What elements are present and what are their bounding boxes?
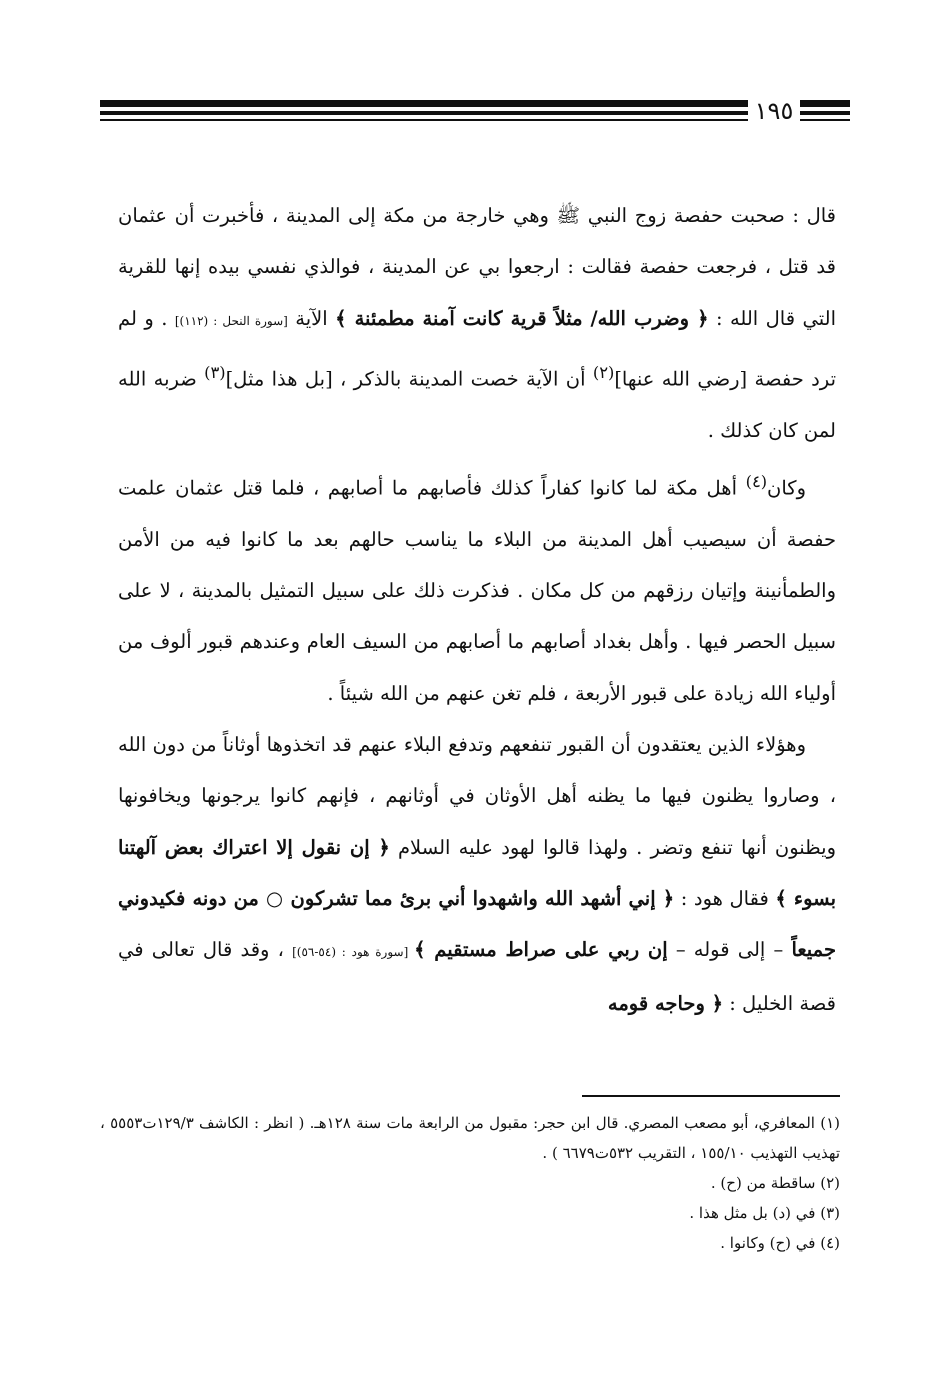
footnote-2: (٢) ساقطة من (ح) . bbox=[710, 1174, 840, 1192]
footnote-3: (٣) في (د) بل مثل هذا . bbox=[689, 1204, 840, 1222]
paragraph-1: قال : صحبت حفصة زوج النبي ﷺ وهي خارجة من مكة إلى المدينة ، فأخبرت أن عثمان قد قتل ، فرجعت حفصة فقالت : ارجعوا بي عن المدينة ، فوالذي نفسي بيده إنها للقرية التي قال الله : ﴿ وضرب الله/ مثلاً قرية كانت آمنة مطمئنة ﴾ الآية [سورة النحل : (١١٢)] . و لم ترد حفصة [رضي الله عنها]$^{(٢)}$ أن الآية خصت المدينة بالذكر ، [بل هذا مثل]$^{(٣)}$ ضربه الله لمن كان كذلك . bbox=[118, 204, 836, 442]
paragraph-2: وكان$^{(٤)}$ أهل مكة لما كانوا كفاراً كذلك فأصابهم ما أصابهم ، فلما قتل عثمان علمت حفصة أن سيصيب أهل المدينة من البلاء ما يناسب حالهم بعد ما كانوا فيه من الأمن والطمأنينة وإتيان رزقهم من كل مكان . فذكرت ذلك على سبيل التمثيل بالمدينة ، لا على سبيل الحصر فيها . وأهل بغداد أصابهم ما أصابهم من السيف العام وعندهم قبور ألوف من أولياء الله زيادة على قبور الأربعة ، فلم تغن عنهم من الله شيئاً . bbox=[118, 471, 836, 705]
footnote-separator bbox=[582, 1095, 840, 1097]
page-number: ١٩٥ bbox=[754, 97, 794, 125]
surah-citation: [سورة هود : (٥٤-٥٦)] bbox=[292, 945, 415, 960]
header-rule bbox=[800, 119, 850, 121]
footnote-ref: (٣) bbox=[204, 362, 226, 382]
header-rule bbox=[800, 100, 850, 107]
footnotes bbox=[100, 1108, 840, 1258]
header-rule bbox=[800, 111, 850, 115]
quran-quote: إن ربي على صراط مستقيم ﴾ bbox=[414, 938, 668, 962]
header-rule bbox=[100, 119, 748, 121]
page-header bbox=[100, 96, 850, 128]
surah-citation: [سورة النحل : (١١٢)] bbox=[174, 313, 288, 328]
header-rule bbox=[100, 111, 748, 115]
footnote-ref: (٤) bbox=[745, 471, 768, 491]
footnote-ref: (٢) bbox=[592, 362, 615, 382]
header-rule bbox=[100, 100, 748, 107]
quran-quote: ﴿ إن نقول إلا اعتراك بعض آلهتنا بسوء ﴾ bbox=[118, 835, 836, 910]
quran-quote: ﴿ وضرب الله/ مثلاً قرية كانت آمنة مطمئنة ﴾ bbox=[335, 306, 709, 330]
footnote-1: (١) المعافري، أبو مصعب المصري. قال ابن حجر: مقبول من الرابعة مات سنة ١٢٨هـ. ( انظر : الكاشف ١٢٩/٣ت٥٥٥٣ ، تهذيب التهذيب ١٥٥/١٠ ، التقريب ٥٣٢ت٦٦٧٩ ) . bbox=[100, 1114, 840, 1162]
quran-quote: ﴿ إني أشهد الله واشهدوا أني برئ مما تشركون ○ من دونه فكيدوني جميعاً bbox=[118, 886, 836, 962]
paragraph-3: وهؤلاء الذين يعتقدون أن القبور تنفعهم وتدفع البلاء عنهم قد اتخذوها أوثاناً من دون الله ، وصاروا يظنون فيها ما يظنه أهل الأوثان في أوثانهم ، فإنهم كانوا يرجونها ويخافونها ويظنون أنها تنفع وتضر . ولهذا قالوا لهود عليه السلام ﴿ إن نقول إلا اعتراك بعض آلهتنا بسوء ﴾ فقال هود : ﴿ إني أشهد الله واشهدوا أني برئ مما تشركون ○ من دونه فكيدوني جميعاً – إلى قوله – إن ربي على صراط مستقيم ﴾ [سورة هود : (٥٤-٥٦)] ، وقد قال تعالى في قصة الخليل : ﴿ وحاجه قومه bbox=[118, 732, 837, 1016]
footnote-4: (٤) في (ح) وكانوا . bbox=[720, 1234, 840, 1252]
quran-quote: ﴿ وحاجه قومه bbox=[607, 992, 724, 1016]
main-text bbox=[118, 190, 836, 1030]
